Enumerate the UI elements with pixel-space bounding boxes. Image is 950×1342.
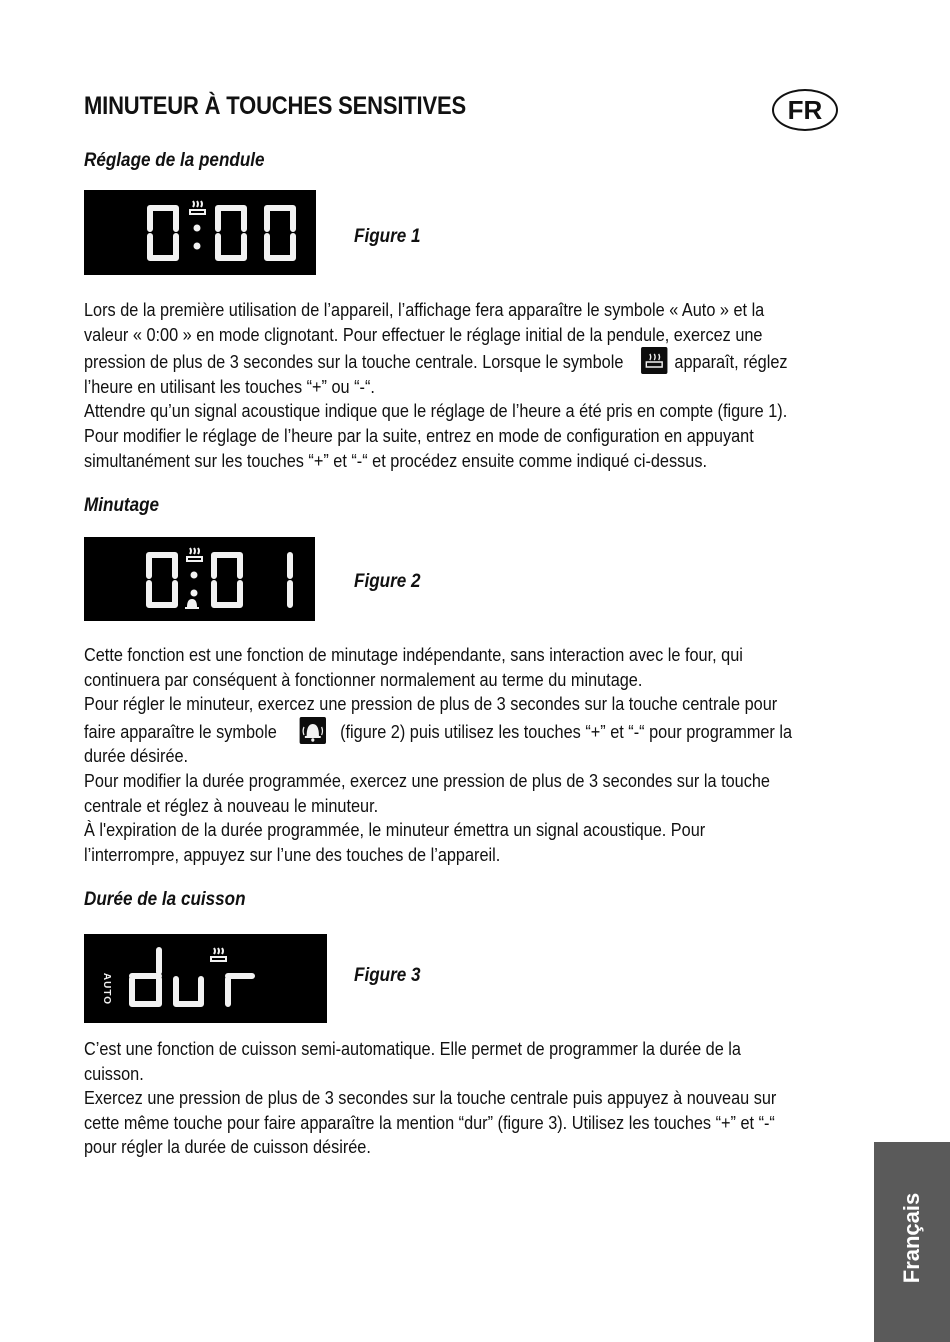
text-line: Cette fonction est une fonction de minutage indépendante, sans interaction avec le four, qui [84,644,743,665]
text-line: cuisson. [84,1062,144,1084]
text-line: À l'expiration de la durée programmée, le minuteur émettra un signal acoustique. Pour [84,819,706,841]
text-line: Pour régler le minuteur, exercez une pression de plus de 3 secondes sur la touche centrale pour [84,693,778,715]
text-line: continuera par conséquent à fonctionner normalement au terme du minutage. [84,668,643,690]
figure-2-label: Figure 2 [354,571,421,592]
text-line [84,347,858,375]
text-line-part: faire apparaître le symbole [84,720,277,742]
seven-segment-display-0-01 [84,537,315,621]
display-auto-label: AUTO [101,972,112,1006]
text-line: durée désirée. [84,745,189,767]
bell-icon [300,717,326,744]
text-line-part: apparaît, réglez [674,351,788,373]
language-badge [772,89,838,131]
text-line: centrale et réglez à nouveau le minuteur. [84,794,379,816]
text-line-part: (figure 2) puis utilisez les touches “+” et “-“ pour programmer la [340,720,793,742]
text-line: C’est une fonction de cuisson semi-automatique. Elle permet de programmer la durée de la [84,1038,741,1059]
language-side-tab [874,1142,950,1342]
section-heading-timer: Minutage [84,495,160,516]
language-side-tab-label: Français [899,1192,924,1284]
text-line: Pour modifier la durée programmée, exercez une pression de plus de 3 secondes sur la touche [84,769,770,791]
display-figure-1 [84,190,316,275]
text-line: valeur « 0:00 » en mode clignotant. Pour effectuer le réglage initial de la pendule, exercez une [84,323,763,345]
text-line-part: pression de plus de 3 secondes sur la touche centrale. Lorsque le symbole [84,351,624,373]
section-2-paragraph [84,643,858,867]
text-line: Lors de la première utilisation de l’appareil, l’affichage fera apparaître le symbole « Auto » et la [84,299,765,320]
page-title: MINUTEUR À TOUCHES SENSITIVES [84,92,466,120]
figure-1-label: Figure 1 [354,226,421,247]
text-line [84,717,858,745]
display-figure-2 [84,537,315,621]
section-heading-cooking-duration: Durée de la cuisson [84,889,246,910]
seven-segment-display-dur [84,934,327,1023]
display-figure-3 [84,934,327,1023]
figure-3-label: Figure 3 [354,965,421,986]
text-line: cette même touche pour faire apparaître la mention “dur” (figure 3). Utilisez les touches “+” et “-“ [84,1111,775,1133]
text-line: l’heure en utilisant les touches “+” ou “-“. [84,375,375,397]
cooking-steam-icon [641,347,667,374]
text-line: simultanément sur les touches “+” et “-“ et procédez ensuite comme indiqué ci-dessus. [84,449,707,471]
text-line: Pour modifier le réglage de l’heure par la suite, entrez en mode de configuration en appuyant [84,424,754,446]
language-badge-label: FR [787,94,823,125]
text-line: Exercez une pression de plus de 3 secondes sur la touche centrale puis appuyez à nouveau sur [84,1087,777,1109]
text-line: Attendre qu’un signal acoustique indique que le réglage de l’heure a été pris en compte (figure 1). [84,400,788,422]
section-3-paragraph [84,1037,858,1160]
text-line: pour régler la durée de cuisson désirée. [84,1136,371,1158]
section-1-paragraph [84,298,858,473]
section-heading-clock: Réglage de la pendule [84,150,265,171]
text-line: l’interrompre, appuyez sur l’une des touches de l’appareil. [84,843,501,865]
seven-segment-display-0-00 [84,190,316,275]
